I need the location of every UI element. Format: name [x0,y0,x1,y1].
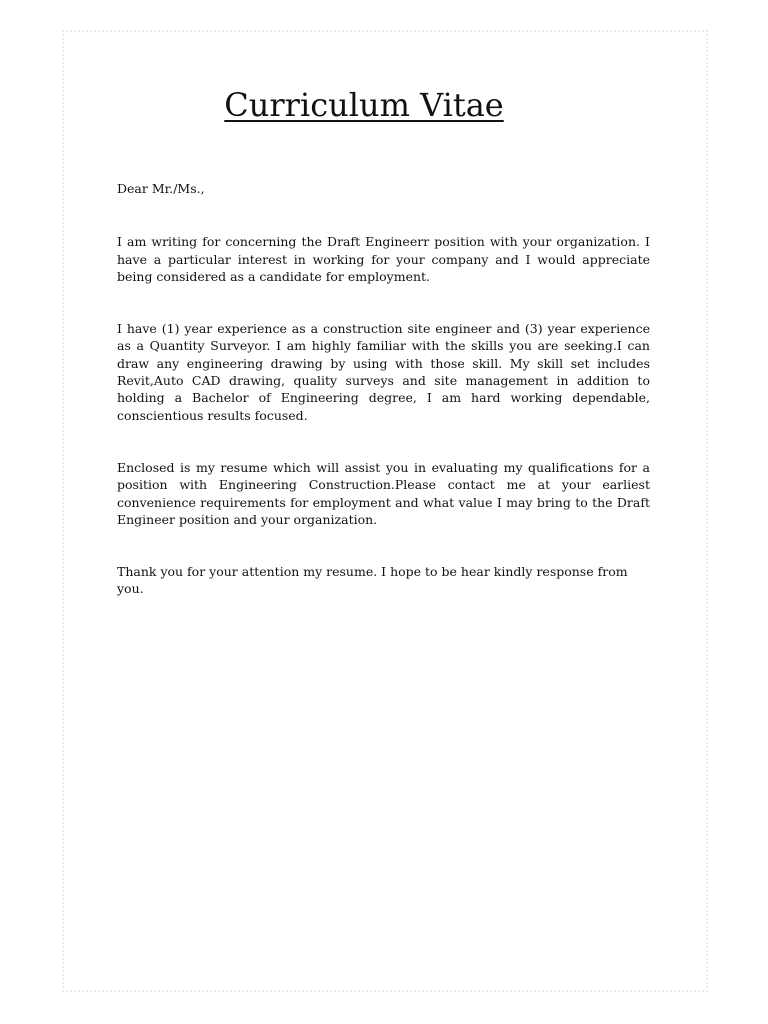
salutation: Dear Mr./Ms., [117,181,205,196]
document-title [0,86,728,124]
closing-line: Thank you for your attention my resume. I hope to be hear kindly response from you. [117,564,628,597]
paragraph-enclosure: Enclosed is my resume which will assist you in evaluating my qualifications for a position with Engineering Construction.Please contact me at your earliest convenience requirements for employment and what value I may bring to the Draft Engineer position and your organization. [117,459,650,527]
paragraph-experience: I have (1) year experience as a construction site engineer and (3) year experience as a Quantity Surveyor. I am highly familiar with the skills you are seeking.I can draw any engineering drawing by using with those skill. My skill set includes Revit,Auto CAD drawing, quality surveys and site management in addition to holding a Bachelor of Engineering degree, I am hard working dependable, conscientious results focused. [117,321,650,423]
document-title-text: Curriculum Vitae [224,86,504,124]
paragraph-intro: I am writing for concerning the Draft Engineerr position with your organization. I have a particular interest in working for your company and I would appreciate being considered as a candidate for employment. [117,234,650,284]
letter-body [117,180,650,598]
